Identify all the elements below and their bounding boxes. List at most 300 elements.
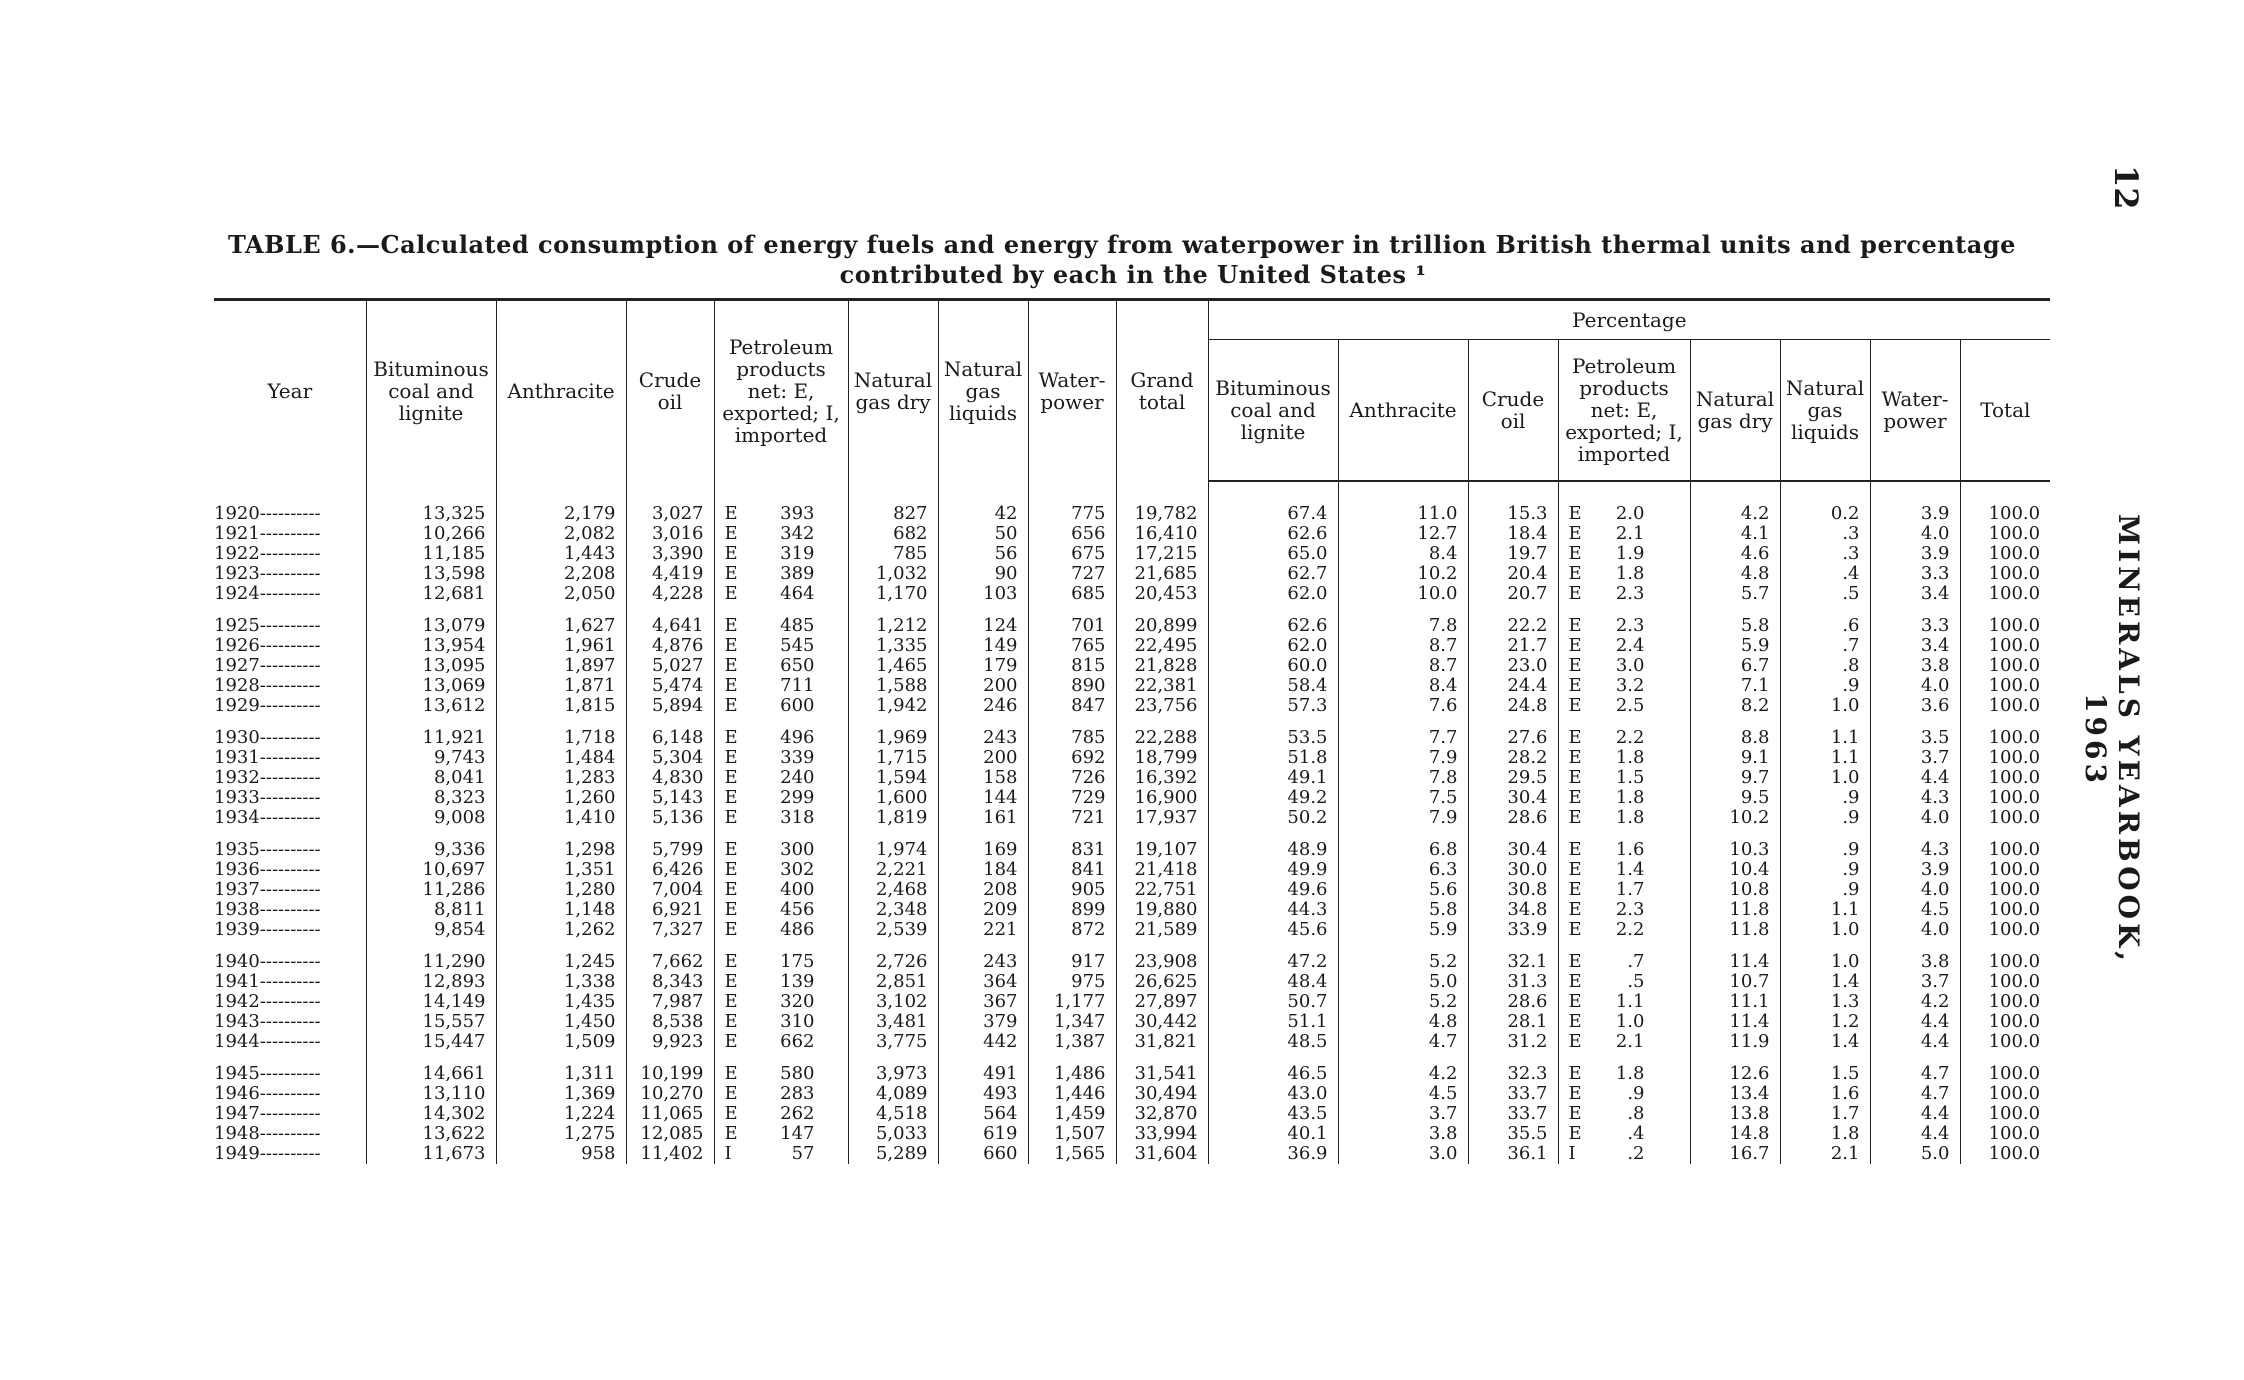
pct-natgas-dry-cell: 11.4 bbox=[1690, 1012, 1780, 1032]
natgas-liquids-cell: 491 bbox=[938, 1064, 1028, 1084]
export-import-flag: E bbox=[724, 971, 738, 992]
pct-anthracite-cell: 10.0 bbox=[1338, 584, 1468, 604]
year-cell: 1930---------- bbox=[214, 727, 321, 748]
pct-natgas-dry-cell: 14.8 bbox=[1690, 1124, 1780, 1144]
pct-waterpower-cell: 4.0 bbox=[1870, 676, 1960, 696]
pct-petroleum-cell bbox=[1558, 992, 1690, 1012]
natgas-dry-cell: 2,348 bbox=[848, 900, 938, 920]
group-gap-row bbox=[214, 716, 2050, 728]
pct-total-cell: 100.0 bbox=[1960, 584, 2050, 604]
natgas-dry-cell: 1,969 bbox=[848, 728, 938, 748]
pct-waterpower-cell: 4.0 bbox=[1870, 808, 1960, 828]
petroleum-value: 175 bbox=[780, 951, 815, 972]
pct-bituminous-cell: 36.9 bbox=[1208, 1144, 1338, 1164]
table-title-line1: TABLE 6.—Calculated consumption of energy fuels and energy from waterpower in trillion British thermal units and percentage bbox=[228, 230, 2016, 259]
pct-anthracite-cell: 5.8 bbox=[1338, 900, 1468, 920]
waterpower-cell: 841 bbox=[1028, 860, 1116, 880]
anthracite-cell: 1,311 bbox=[496, 1064, 626, 1084]
grand-total-cell: 21,685 bbox=[1116, 564, 1208, 584]
petroleum-cell bbox=[714, 1144, 848, 1164]
pct-export-import-flag: E bbox=[1568, 1083, 1582, 1104]
natgas-dry-cell: 3,102 bbox=[848, 992, 938, 1012]
waterpower-cell: 899 bbox=[1028, 900, 1116, 920]
pct-bituminous-cell: 44.3 bbox=[1208, 900, 1338, 920]
crude-oil-cell: 6,426 bbox=[626, 860, 714, 880]
pct-total-cell: 100.0 bbox=[1960, 808, 2050, 828]
year-cell: 1927---------- bbox=[214, 655, 321, 676]
pct-anthracite-cell: 6.3 bbox=[1338, 860, 1468, 880]
pct-natgas-dry-cell: 10.7 bbox=[1690, 972, 1780, 992]
pct-natgas-dry-cell: 11.8 bbox=[1690, 920, 1780, 940]
pct-total-cell: 100.0 bbox=[1960, 1084, 2050, 1104]
waterpower-cell: 1,347 bbox=[1028, 1012, 1116, 1032]
crude-oil-cell: 5,136 bbox=[626, 808, 714, 828]
pct-waterpower-cell: 4.4 bbox=[1870, 1124, 1960, 1144]
pct-petroleum-value: 1.4 bbox=[1615, 859, 1645, 880]
running-head: MINERALS YEARBOOK, 1963 bbox=[2079, 514, 2145, 966]
pct-waterpower-cell: 4.4 bbox=[1870, 768, 1960, 788]
crude-oil-cell: 7,662 bbox=[626, 952, 714, 972]
bituminous-cell: 13,069 bbox=[366, 676, 496, 696]
pct-bituminous-cell: 43.0 bbox=[1208, 1084, 1338, 1104]
petroleum-cell bbox=[714, 564, 848, 584]
pct-waterpower-cell: 3.9 bbox=[1870, 544, 1960, 564]
pct-petroleum-cell bbox=[1558, 584, 1690, 604]
petroleum-value: 485 bbox=[780, 615, 815, 636]
grand-total-cell: 30,442 bbox=[1116, 1012, 1208, 1032]
bituminous-cell: 9,008 bbox=[366, 808, 496, 828]
pct-bituminous-cell: 40.1 bbox=[1208, 1124, 1338, 1144]
export-import-flag: E bbox=[724, 991, 738, 1012]
pct-anthracite-cell: 7.7 bbox=[1338, 728, 1468, 748]
header-bituminous: Bituminous coal and lignite bbox=[366, 300, 496, 482]
pct-petroleum-cell bbox=[1558, 1084, 1690, 1104]
petroleum-value: 393 bbox=[780, 503, 815, 524]
pct-anthracite-cell: 5.6 bbox=[1338, 880, 1468, 900]
pct-total-cell: 100.0 bbox=[1960, 696, 2050, 716]
pct-crude-oil-cell: 21.7 bbox=[1468, 636, 1558, 656]
petroleum-cell bbox=[714, 728, 848, 748]
grand-total-cell: 16,900 bbox=[1116, 788, 1208, 808]
year-cell: 1935---------- bbox=[214, 839, 321, 860]
anthracite-cell: 1,369 bbox=[496, 1084, 626, 1104]
pct-natgas-dry-cell: 11.4 bbox=[1690, 952, 1780, 972]
pct-petroleum-cell bbox=[1558, 1144, 1690, 1164]
pct-waterpower-cell: 4.0 bbox=[1870, 524, 1960, 544]
petroleum-value: 300 bbox=[780, 839, 815, 860]
pct-total-cell: 100.0 bbox=[1960, 1012, 2050, 1032]
pct-natgas-dry-cell: 7.1 bbox=[1690, 676, 1780, 696]
petroleum-value: 319 bbox=[780, 543, 815, 564]
petroleum-value: 318 bbox=[780, 807, 815, 828]
group-gap-row bbox=[214, 1052, 2050, 1064]
pct-petroleum-cell bbox=[1558, 504, 1690, 524]
group-gap-row bbox=[214, 604, 2050, 616]
pct-export-import-flag: E bbox=[1568, 503, 1582, 524]
pct-anthracite-cell: 4.7 bbox=[1338, 1032, 1468, 1052]
pct-export-import-flag: E bbox=[1568, 951, 1582, 972]
pct-waterpower-cell: 5.0 bbox=[1870, 1144, 1960, 1164]
pct-total-cell: 100.0 bbox=[1960, 900, 2050, 920]
pct-natgas-liquids-cell: 0.2 bbox=[1780, 504, 1870, 524]
header-pct-natgas-liquids: Natural gas liquids bbox=[1780, 340, 1870, 482]
petroleum-value: 456 bbox=[780, 899, 815, 920]
petroleum-value: 342 bbox=[780, 523, 815, 544]
grand-total-cell: 22,751 bbox=[1116, 880, 1208, 900]
pct-total-cell: 100.0 bbox=[1960, 504, 2050, 524]
anthracite-cell: 1,245 bbox=[496, 952, 626, 972]
pct-petroleum-cell bbox=[1558, 748, 1690, 768]
pct-export-import-flag: E bbox=[1568, 767, 1582, 788]
header-pct-petroleum: Petroleum products net: E, exported; I, imported bbox=[1558, 340, 1690, 482]
anthracite-cell: 2,208 bbox=[496, 564, 626, 584]
grand-total-cell: 22,381 bbox=[1116, 676, 1208, 696]
natgas-liquids-cell: 564 bbox=[938, 1104, 1028, 1124]
natgas-dry-cell: 1,942 bbox=[848, 696, 938, 716]
pct-petroleum-cell bbox=[1558, 676, 1690, 696]
export-import-flag: E bbox=[724, 859, 738, 880]
pct-bituminous-cell: 49.6 bbox=[1208, 880, 1338, 900]
crude-oil-cell: 4,228 bbox=[626, 584, 714, 604]
anthracite-cell: 1,450 bbox=[496, 1012, 626, 1032]
header-pct-bituminous: Bituminous coal and lignite bbox=[1208, 340, 1338, 482]
grand-total-cell: 18,799 bbox=[1116, 748, 1208, 768]
natgas-dry-cell: 1,032 bbox=[848, 564, 938, 584]
pct-petroleum-cell bbox=[1558, 972, 1690, 992]
grand-total-cell: 32,870 bbox=[1116, 1104, 1208, 1124]
pct-total-cell: 100.0 bbox=[1960, 768, 2050, 788]
pct-bituminous-cell: 53.5 bbox=[1208, 728, 1338, 748]
crude-oil-cell: 11,065 bbox=[626, 1104, 714, 1124]
natgas-dry-cell: 1,715 bbox=[848, 748, 938, 768]
pct-natgas-liquids-cell: 1.0 bbox=[1780, 920, 1870, 940]
export-import-flag: E bbox=[724, 655, 738, 676]
pct-natgas-dry-cell: 9.1 bbox=[1690, 748, 1780, 768]
petroleum-cell bbox=[714, 952, 848, 972]
pct-natgas-liquids-cell: .9 bbox=[1780, 880, 1870, 900]
petroleum-cell bbox=[714, 1104, 848, 1124]
header-crude-oil: Crude oil bbox=[626, 300, 714, 482]
pct-bituminous-cell: 49.1 bbox=[1208, 768, 1338, 788]
pct-crude-oil-cell: 31.3 bbox=[1468, 972, 1558, 992]
export-import-flag: E bbox=[724, 727, 738, 748]
header-pct-crude-oil: Crude oil bbox=[1468, 340, 1558, 482]
pct-export-import-flag: E bbox=[1568, 971, 1582, 992]
export-import-flag: E bbox=[724, 1123, 738, 1144]
bituminous-cell: 13,612 bbox=[366, 696, 496, 716]
pct-natgas-liquids-cell: 1.5 bbox=[1780, 1064, 1870, 1084]
export-import-flag: E bbox=[724, 767, 738, 788]
pct-anthracite-cell: 5.0 bbox=[1338, 972, 1468, 992]
pct-natgas-liquids-cell: 1.3 bbox=[1780, 992, 1870, 1012]
anthracite-cell: 1,260 bbox=[496, 788, 626, 808]
pct-petroleum-cell bbox=[1558, 900, 1690, 920]
pct-anthracite-cell: 4.5 bbox=[1338, 1084, 1468, 1104]
grand-total-cell: 31,541 bbox=[1116, 1064, 1208, 1084]
pct-waterpower-cell: 4.4 bbox=[1870, 1012, 1960, 1032]
table-row bbox=[214, 1124, 2050, 1144]
year-cell: 1921---------- bbox=[214, 523, 321, 544]
pct-petroleum-value: 1.8 bbox=[1615, 563, 1645, 584]
table-row bbox=[214, 676, 2050, 696]
anthracite-cell: 1,435 bbox=[496, 992, 626, 1012]
anthracite-cell: 1,897 bbox=[496, 656, 626, 676]
pct-bituminous-cell: 47.2 bbox=[1208, 952, 1338, 972]
table-row bbox=[214, 728, 2050, 748]
export-import-flag: E bbox=[724, 899, 738, 920]
natgas-dry-cell: 4,518 bbox=[848, 1104, 938, 1124]
pct-natgas-dry-cell: 11.8 bbox=[1690, 900, 1780, 920]
pct-natgas-liquids-cell: 1.6 bbox=[1780, 1084, 1870, 1104]
year-cell: 1931---------- bbox=[214, 747, 321, 768]
table-row bbox=[214, 584, 2050, 604]
petroleum-cell bbox=[714, 696, 848, 716]
pct-natgas-liquids-cell: 2.1 bbox=[1780, 1144, 1870, 1164]
natgas-liquids-cell: 169 bbox=[938, 840, 1028, 860]
anthracite-cell: 1,815 bbox=[496, 696, 626, 716]
year-cell: 1934---------- bbox=[214, 807, 321, 828]
pct-total-cell: 100.0 bbox=[1960, 992, 2050, 1012]
pct-crude-oil-cell: 32.1 bbox=[1468, 952, 1558, 972]
natgas-dry-cell: 1,588 bbox=[848, 676, 938, 696]
pct-crude-oil-cell: 19.7 bbox=[1468, 544, 1558, 564]
pct-waterpower-cell: 4.2 bbox=[1870, 992, 1960, 1012]
petroleum-value: 486 bbox=[780, 919, 815, 940]
pct-anthracite-cell: 10.2 bbox=[1338, 564, 1468, 584]
pct-crude-oil-cell: 33.7 bbox=[1468, 1084, 1558, 1104]
pct-petroleum-cell bbox=[1558, 880, 1690, 900]
crude-oil-cell: 5,304 bbox=[626, 748, 714, 768]
crude-oil-cell: 5,474 bbox=[626, 676, 714, 696]
table-row bbox=[214, 880, 2050, 900]
pct-natgas-dry-cell: 8.2 bbox=[1690, 696, 1780, 716]
natgas-liquids-cell: 179 bbox=[938, 656, 1028, 676]
anthracite-cell: 1,283 bbox=[496, 768, 626, 788]
pct-waterpower-cell: 3.9 bbox=[1870, 504, 1960, 524]
export-import-flag: E bbox=[724, 563, 738, 584]
pct-crude-oil-cell: 23.0 bbox=[1468, 656, 1558, 676]
pct-natgas-dry-cell: 8.8 bbox=[1690, 728, 1780, 748]
year-cell: 1939---------- bbox=[214, 919, 321, 940]
anthracite-cell: 1,148 bbox=[496, 900, 626, 920]
pct-waterpower-cell: 3.7 bbox=[1870, 972, 1960, 992]
pct-crude-oil-cell: 30.4 bbox=[1468, 840, 1558, 860]
pct-petroleum-value: .5 bbox=[1627, 971, 1645, 992]
pct-petroleum-value: .2 bbox=[1627, 1143, 1645, 1164]
natgas-liquids-cell: 209 bbox=[938, 900, 1028, 920]
pct-export-import-flag: E bbox=[1568, 583, 1582, 604]
bituminous-cell: 10,697 bbox=[366, 860, 496, 880]
pct-anthracite-cell: 8.7 bbox=[1338, 656, 1468, 676]
pct-anthracite-cell: 12.7 bbox=[1338, 524, 1468, 544]
crude-oil-cell: 8,343 bbox=[626, 972, 714, 992]
page-number: 12 bbox=[2107, 165, 2145, 210]
grand-total-cell: 31,821 bbox=[1116, 1032, 1208, 1052]
waterpower-cell: 692 bbox=[1028, 748, 1116, 768]
waterpower-cell: 775 bbox=[1028, 504, 1116, 524]
pct-crude-oil-cell: 15.3 bbox=[1468, 504, 1558, 524]
year-cell: 1942---------- bbox=[214, 991, 321, 1012]
waterpower-cell: 831 bbox=[1028, 840, 1116, 860]
crude-oil-cell: 4,419 bbox=[626, 564, 714, 584]
pct-natgas-liquids-cell: 1.0 bbox=[1780, 768, 1870, 788]
pct-bituminous-cell: 49.9 bbox=[1208, 860, 1338, 880]
petroleum-cell bbox=[714, 788, 848, 808]
pct-crude-oil-cell: 30.0 bbox=[1468, 860, 1558, 880]
waterpower-cell: 890 bbox=[1028, 676, 1116, 696]
grand-total-cell: 33,994 bbox=[1116, 1124, 1208, 1144]
waterpower-cell: 729 bbox=[1028, 788, 1116, 808]
natgas-liquids-cell: 619 bbox=[938, 1124, 1028, 1144]
pct-natgas-liquids-cell: .9 bbox=[1780, 808, 1870, 828]
pct-crude-oil-cell: 34.8 bbox=[1468, 900, 1558, 920]
pct-bituminous-cell: 48.9 bbox=[1208, 840, 1338, 860]
table-row bbox=[214, 636, 2050, 656]
year-cell: 1940---------- bbox=[214, 951, 321, 972]
pct-natgas-dry-cell: 4.6 bbox=[1690, 544, 1780, 564]
pct-total-cell: 100.0 bbox=[1960, 1124, 2050, 1144]
petroleum-cell bbox=[714, 768, 848, 788]
pct-bituminous-cell: 62.6 bbox=[1208, 616, 1338, 636]
natgas-liquids-cell: 161 bbox=[938, 808, 1028, 828]
pct-anthracite-cell: 3.8 bbox=[1338, 1124, 1468, 1144]
crude-oil-cell: 11,402 bbox=[626, 1144, 714, 1164]
pct-petroleum-cell bbox=[1558, 920, 1690, 940]
petroleum-cell bbox=[714, 524, 848, 544]
pct-anthracite-cell: 8.4 bbox=[1338, 676, 1468, 696]
pct-total-cell: 100.0 bbox=[1960, 616, 2050, 636]
pct-export-import-flag: E bbox=[1568, 1063, 1582, 1084]
crude-oil-cell: 9,923 bbox=[626, 1032, 714, 1052]
anthracite-cell: 1,298 bbox=[496, 840, 626, 860]
pct-anthracite-cell: 5.2 bbox=[1338, 992, 1468, 1012]
pct-petroleum-value: .8 bbox=[1627, 1103, 1645, 1124]
petroleum-value: 464 bbox=[780, 583, 815, 604]
natgas-liquids-cell: 90 bbox=[938, 564, 1028, 584]
pct-natgas-dry-cell: 4.1 bbox=[1690, 524, 1780, 544]
export-import-flag: E bbox=[724, 1083, 738, 1104]
pct-anthracite-cell: 5.2 bbox=[1338, 952, 1468, 972]
pct-total-cell: 100.0 bbox=[1960, 1064, 2050, 1084]
year-cell: 1932---------- bbox=[214, 767, 321, 788]
pct-petroleum-cell bbox=[1558, 564, 1690, 584]
pct-crude-oil-cell: 22.2 bbox=[1468, 616, 1558, 636]
pct-bituminous-cell: 45.6 bbox=[1208, 920, 1338, 940]
pct-crude-oil-cell: 31.2 bbox=[1468, 1032, 1558, 1052]
pct-bituminous-cell: 49.2 bbox=[1208, 788, 1338, 808]
petroleum-cell bbox=[714, 676, 848, 696]
pct-petroleum-cell bbox=[1558, 768, 1690, 788]
bituminous-cell: 13,095 bbox=[366, 656, 496, 676]
grand-total-cell: 20,899 bbox=[1116, 616, 1208, 636]
waterpower-cell: 785 bbox=[1028, 728, 1116, 748]
petroleum-value: 650 bbox=[780, 655, 815, 676]
year-cell: 1929---------- bbox=[214, 695, 321, 716]
waterpower-cell: 1,387 bbox=[1028, 1032, 1116, 1052]
pct-crude-oil-cell: 33.9 bbox=[1468, 920, 1558, 940]
anthracite-cell: 1,871 bbox=[496, 676, 626, 696]
pct-natgas-liquids-cell: 1.1 bbox=[1780, 900, 1870, 920]
table-body bbox=[214, 481, 2050, 1164]
pct-natgas-dry-cell: 9.7 bbox=[1690, 768, 1780, 788]
pct-crude-oil-cell: 20.4 bbox=[1468, 564, 1558, 584]
waterpower-cell: 905 bbox=[1028, 880, 1116, 900]
petroleum-value: 400 bbox=[780, 879, 815, 900]
year-cell: 1943---------- bbox=[214, 1011, 321, 1032]
pct-export-import-flag: E bbox=[1568, 675, 1582, 696]
table-row bbox=[214, 656, 2050, 676]
table-row bbox=[214, 1084, 2050, 1104]
year-cell: 1949---------- bbox=[214, 1143, 321, 1164]
pct-bituminous-cell: 46.5 bbox=[1208, 1064, 1338, 1084]
pct-natgas-dry-cell: 6.7 bbox=[1690, 656, 1780, 676]
pct-anthracite-cell: 4.2 bbox=[1338, 1064, 1468, 1084]
header-year: Year bbox=[214, 300, 366, 482]
crude-oil-cell: 6,921 bbox=[626, 900, 714, 920]
bituminous-cell: 11,185 bbox=[366, 544, 496, 564]
pct-natgas-dry-cell: 10.3 bbox=[1690, 840, 1780, 860]
crude-oil-cell: 4,830 bbox=[626, 768, 714, 788]
pct-crude-oil-cell: 35.5 bbox=[1468, 1124, 1558, 1144]
pct-anthracite-cell: 7.9 bbox=[1338, 748, 1468, 768]
pct-anthracite-cell: 3.7 bbox=[1338, 1104, 1468, 1124]
anthracite-cell: 1,338 bbox=[496, 972, 626, 992]
energy-table bbox=[214, 298, 2050, 1164]
pct-total-cell: 100.0 bbox=[1960, 840, 2050, 860]
spacer-row bbox=[214, 481, 2050, 504]
pct-waterpower-cell: 3.5 bbox=[1870, 728, 1960, 748]
bituminous-cell: 8,811 bbox=[366, 900, 496, 920]
natgas-liquids-cell: 246 bbox=[938, 696, 1028, 716]
petroleum-cell bbox=[714, 808, 848, 828]
pct-waterpower-cell: 4.7 bbox=[1870, 1084, 1960, 1104]
pct-waterpower-cell: 3.7 bbox=[1870, 748, 1960, 768]
pct-petroleum-cell bbox=[1558, 788, 1690, 808]
anthracite-cell: 1,443 bbox=[496, 544, 626, 564]
petroleum-cell bbox=[714, 504, 848, 524]
pct-petroleum-cell bbox=[1558, 616, 1690, 636]
pct-natgas-dry-cell: 9.5 bbox=[1690, 788, 1780, 808]
grand-total-cell: 17,215 bbox=[1116, 544, 1208, 564]
pct-natgas-dry-cell: 4.8 bbox=[1690, 564, 1780, 584]
bituminous-cell: 9,854 bbox=[366, 920, 496, 940]
natgas-liquids-cell: 243 bbox=[938, 952, 1028, 972]
pct-crude-oil-cell: 32.3 bbox=[1468, 1064, 1558, 1084]
pct-natgas-dry-cell: 13.8 bbox=[1690, 1104, 1780, 1124]
pct-crude-oil-cell: 24.8 bbox=[1468, 696, 1558, 716]
pct-natgas-liquids-cell: .4 bbox=[1780, 564, 1870, 584]
pct-export-import-flag: E bbox=[1568, 859, 1582, 880]
pct-petroleum-value: 2.1 bbox=[1615, 1031, 1645, 1052]
pct-waterpower-cell: 3.4 bbox=[1870, 584, 1960, 604]
pct-crude-oil-cell: 28.2 bbox=[1468, 748, 1558, 768]
petroleum-cell bbox=[714, 860, 848, 880]
export-import-flag: E bbox=[724, 747, 738, 768]
table-row bbox=[214, 564, 2050, 584]
pct-petroleum-cell bbox=[1558, 1032, 1690, 1052]
crude-oil-cell: 4,641 bbox=[626, 616, 714, 636]
crude-oil-cell: 6,148 bbox=[626, 728, 714, 748]
natgas-liquids-cell: 149 bbox=[938, 636, 1028, 656]
petroleum-value: 299 bbox=[780, 787, 815, 808]
crude-oil-cell: 5,027 bbox=[626, 656, 714, 676]
pct-petroleum-cell bbox=[1558, 808, 1690, 828]
pct-petroleum-value: 2.1 bbox=[1615, 523, 1645, 544]
pct-natgas-dry-cell: 4.2 bbox=[1690, 504, 1780, 524]
petroleum-value: 139 bbox=[780, 971, 815, 992]
year-cell: 1924---------- bbox=[214, 583, 321, 604]
pct-crude-oil-cell: 33.7 bbox=[1468, 1104, 1558, 1124]
